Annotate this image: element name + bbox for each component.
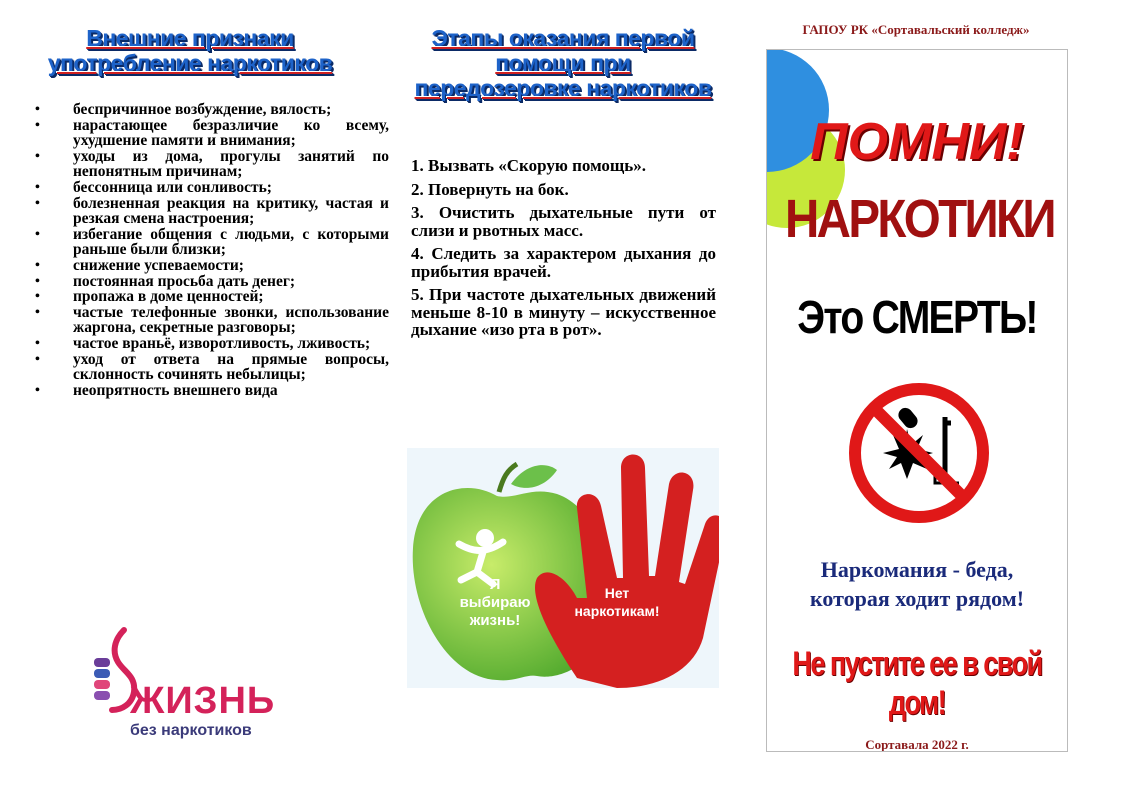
list-item: • неопрятность внешнего вида [73,383,389,399]
list-item: • частое враньё, изворотливость, лживость; [73,336,389,352]
signs-list [32,102,389,398]
logo-subtitle: без наркотиков [130,722,252,739]
death-heading: Это СМЕРТЬ! [797,291,1037,343]
remember-heading: ПОМНИ! [810,113,1024,171]
drugs-heading: НАРКОТИКИ [785,189,1054,249]
hand-text [557,584,677,620]
apple-text-line-3: жизнь! [469,612,521,629]
college-name: ГАПОУ РК «Сортавальский колледж» [802,22,1030,37]
step-item: 1. Вызвать «Скорую помощь». [411,156,647,175]
list-item: • пропажа в доме ценностей; [73,289,389,305]
cover-panel [766,49,1068,752]
list-item: • постоянная просьба дать денег; [73,274,389,290]
apple-text [445,576,545,630]
logo-word: ЖИЗНЬ [130,680,276,722]
hand-text-line-1: Нет [604,585,630,601]
person-head-icon [476,529,494,547]
list-item: • уходы из дома, прогулы занятий по непонятным причинам; [73,149,389,180]
left-title-line-1: Внешние признаки [86,25,294,51]
first-aid-steps [411,157,716,345]
warning-text: Не пустите ее в свой дом! [792,645,1042,722]
apple-text-line-1: Я [489,576,501,593]
apple-hand-illustration [407,448,719,688]
apple-leaf [511,465,557,488]
middle-column-title [398,26,728,101]
list-item: • бессонница или сонливость; [73,180,389,196]
step-item: 2. Повернуть на бок. [411,179,569,199]
middle-title-line-2: помощи при [495,50,631,76]
slogan-line-1: Наркомания - беда, [820,557,1014,582]
slogan-line-2: которая ходит рядом! [809,586,1025,611]
list-item: • болезненная реакция на критику, частая и резкая смена настроения; [73,196,389,227]
list-item: • избегание общения с людьми, с которыми раньше были близки; [73,227,389,258]
life-logo [90,622,290,752]
left-title-line-2: употребление наркотиков [47,50,333,76]
slogan [767,555,1067,613]
middle-title-line-1: Этапы оказания первой [431,25,695,51]
no-drugs-icon [849,383,989,523]
left-column-title [20,26,360,76]
list-item: • беспричинное возбуждение, вялость; [73,102,389,118]
list-item: • снижение успеваемости; [73,258,389,274]
step-item: 4. Следить за характером дыхания до прибытия врачей. [411,244,716,281]
list-item: • нарастающее безразличие ко всему, ухудшение памяти и внимания; [73,118,389,149]
middle-title-line-3: передозеровке наркотиков [414,75,712,101]
step-item: 5. При частоте дыхательных движений меньше 8-10 в минуту – искусственное дыхание «изо рта в рот». [411,285,716,339]
footer-text: Сортавала 2022 г. [865,737,969,752]
apple-text-line-2: выбираю [459,594,531,611]
list-item: • частые телефонные звонки, использование жаргона, секретные разговоры; [73,305,389,336]
apple-stem [499,464,517,492]
list-item: • уход от ответа на прямые вопросы, склонность сочинять небылицы; [73,352,389,383]
step-item: 3. Очистить дыхательные пути от слизи и рвотных масс. [411,203,716,240]
hand-text-line-2: наркотикам! [574,603,660,619]
